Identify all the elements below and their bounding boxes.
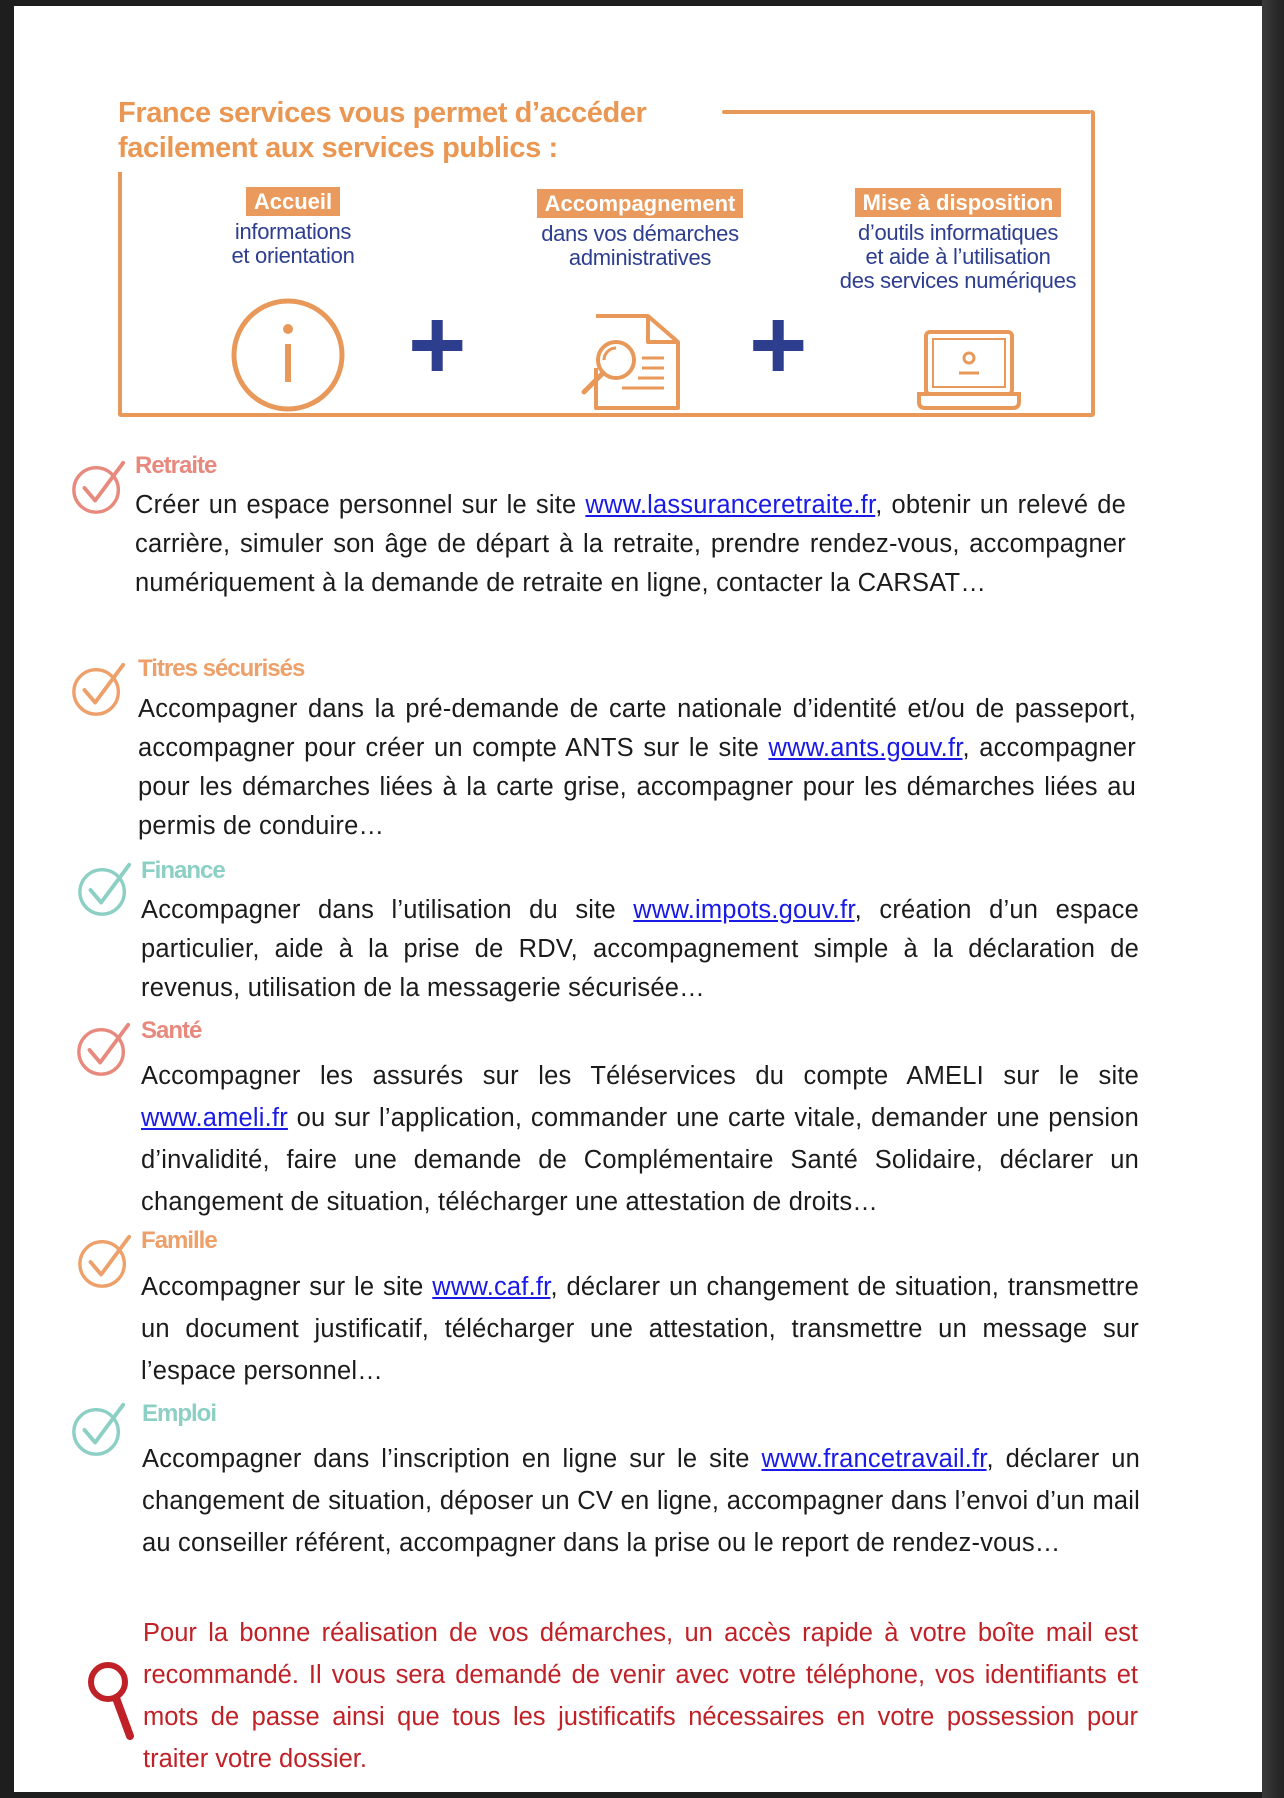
check-circle-icon [75,1020,133,1078]
badge-accompagnement: Accompagnement [537,189,744,218]
section-body-titres [138,690,1136,846]
document-search-icon [578,312,682,412]
laptop-icon [916,328,1022,414]
section-text: , obtenir un relevé de carrière, simuler son âge de départ à la retraite, prendre rendez-vous, accompagner numériquement à la demande de retraite en ligne, contacter la CARSAT… [135,491,1126,597]
section-body-emploi [142,1438,1140,1564]
section-text: , création d’un espace particulier, aide à la prise de RDV, accompagnement simple à la déclaration de revenus, utilisation de la messagerie sécurisée… [141,896,1139,1002]
section-text: Accompagner dans la pré-demande de carte nationale d’identité et/ou de passeport, accompagner pour créer un compte ANTS sur le site [138,695,1136,762]
section-body-sante [141,1055,1139,1223]
services-box-top-border [722,110,1091,114]
mise-a-disposition-line3: des services numériques [839,268,1077,293]
link-caf[interactable]: www.caf.fr [432,1273,551,1301]
check-circle-icon [76,860,134,918]
section-title-retraite: Retraite [135,452,217,479]
check-circle-icon [70,660,128,718]
accompagnement-line1: dans vos démarches [541,221,739,246]
plus-icon: + [408,289,467,401]
info-icon [226,298,350,412]
badge-mise-a-disposition: Mise à disposition [855,188,1062,217]
check-circle-icon [70,1400,128,1458]
check-circle-icon [70,458,128,516]
magnifier-icon [86,1660,136,1742]
section-title-famille: Famille [141,1227,217,1254]
column-accompagnement [500,189,780,270]
header-title-line1: France services vous permet d’accéder [118,97,647,129]
accueil-line1: informations [234,219,352,244]
section-body-retraite [135,486,1126,603]
section-text: ou sur l’application, commander une carte vitale, demander une pension d’invalidité, faire une demande de Complémentaire Santé Solidaire, déclarer un changement de situation, télécharger une attestation de droits… [141,1104,1139,1216]
section-title-sante: Santé [141,1017,202,1044]
link-ameli[interactable]: www.ameli.fr [141,1104,288,1132]
accompagnement-line2: administratives [568,245,712,270]
section-text: , déclarer un changement de situation, déposer un CV en ligne, accompagner dans l’envoi d’un mail au conseiller référent, accompagner dans la prise ou le report de rendez-vous… [142,1445,1140,1557]
section-text: Accompagner les assurés sur les Téléservices du compte AMELI sur le site [141,1062,1139,1090]
notice-text: Pour la bonne réalisation de vos démarches, un accès rapide à votre boîte mail est recommandé. Il vous sera demandé de venir avec votre téléphone, vos identifiants et mots de passe ainsi que tous les justificatifs nécessaires en votre possession pour traiter votre dossier. [143,1619,1138,1773]
section-text: , déclarer un changement de situation, transmettre un document justificatif, télécharger une attestation, transmettre un message sur l’espace personnel… [141,1273,1139,1385]
section-text: , accompagner pour les démarches liées à la carte grise, accompagner pour les démarches liées au permis de conduire… [138,734,1136,840]
accueil-line2: et orientation [231,243,355,268]
mise-a-disposition-line2: et aide à l’utilisation [865,244,1051,269]
link-ants[interactable]: www.ants.gouv.fr [768,734,963,762]
section-text: Accompagner dans l’utilisation du site [141,896,634,924]
section-body-finance [141,891,1139,1008]
viewer-edge [1262,0,1284,1798]
link-francetravail[interactable]: www.francetravail.fr [761,1445,987,1473]
section-title-emploi: Emploi [142,1400,217,1427]
header-title-line2: facilement aux services publics : [118,132,558,164]
badge-accueil: Accueil [246,187,340,216]
plus-icon-2: + [749,289,808,401]
column-accueil [193,187,393,268]
mise-a-disposition-line1: d’outils informatiques [857,220,1059,245]
section-body-famille [141,1266,1139,1392]
link-lassuranceretraite[interactable]: www.lassuranceretraite.fr [585,491,876,519]
column-mise-a-disposition [813,188,1103,293]
section-text: Créer un espace personnel sur le site [135,491,586,519]
check-circle-icon [76,1232,134,1290]
link-impots[interactable]: www.impots.gouv.fr [633,896,855,924]
section-text: Accompagner sur le site [141,1273,433,1301]
section-text: Accompagner dans l’inscription en ligne sur le site [142,1445,762,1473]
header-title [118,96,718,172]
section-title-finance: Finance [141,857,225,884]
section-title-titres: Titres sécurisés [138,655,305,682]
